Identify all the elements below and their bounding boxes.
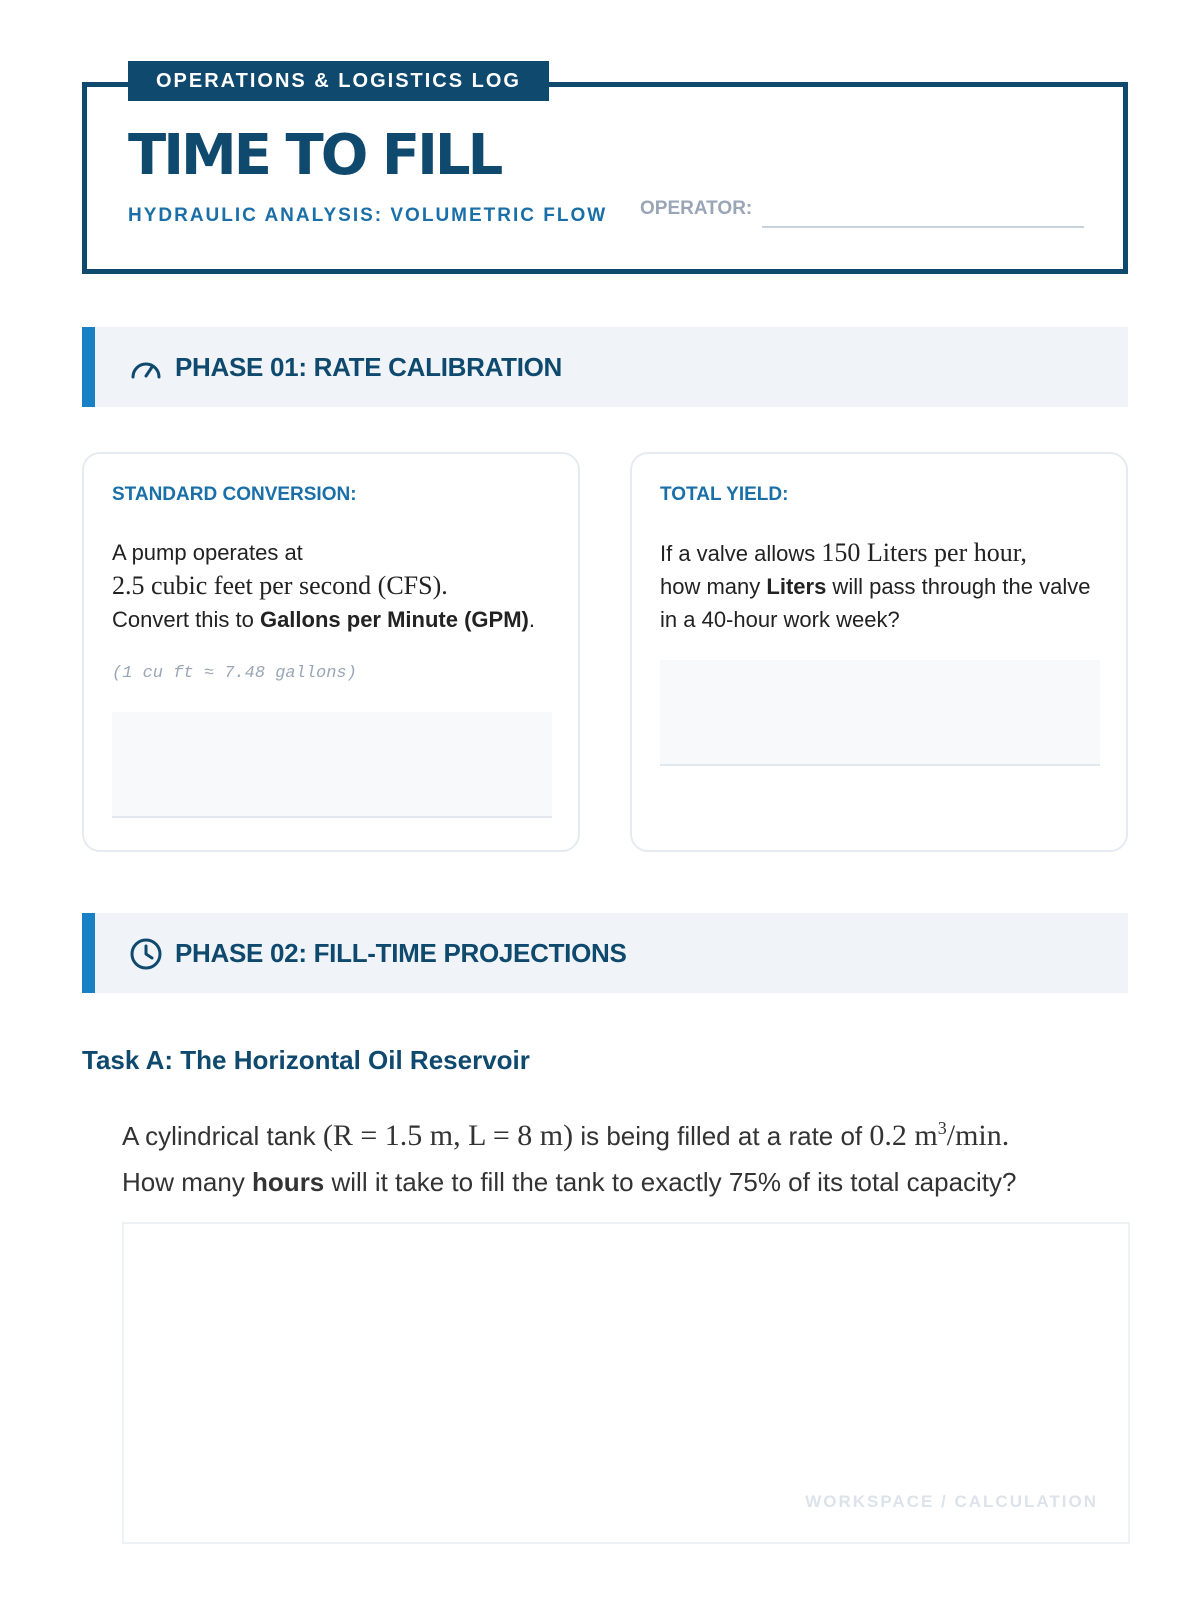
card-1-label: STANDARD CONVERSION: bbox=[112, 484, 357, 505]
card-2-text: If a valve allows bbox=[660, 541, 822, 566]
phase-1-title: PHASE 01: RATE CALIBRATION bbox=[175, 352, 563, 382]
workspace-label: WORKSPACE / CALCULATION bbox=[805, 1492, 1098, 1511]
card-2-body bbox=[660, 536, 1110, 636]
task-a-body bbox=[122, 1105, 1132, 1205]
card-2-label: TOTAL YIELD: bbox=[660, 484, 789, 505]
card-2-text: will pass through the valve in a 40-hour work week? bbox=[660, 574, 1091, 632]
task-a-text: A cylindrical tank bbox=[122, 1121, 323, 1151]
card-1-body bbox=[112, 536, 562, 636]
task-a-math: (R = 1.5 m, L = 8 m) bbox=[322, 1119, 574, 1152]
task-a-math-rate bbox=[869, 1119, 1009, 1152]
gauge-icon bbox=[129, 351, 163, 385]
task-a-text: is being filled at a rate of bbox=[573, 1121, 870, 1151]
card-2-text: how many bbox=[660, 574, 767, 599]
task-a-bold: hours bbox=[252, 1167, 325, 1197]
phase-2-header bbox=[82, 913, 1128, 993]
card-1-math: 2.5 cubic feet per second (CFS). bbox=[112, 571, 448, 600]
card-2-math: 150 Liters per hour, bbox=[821, 538, 1027, 567]
task-a-text: will it take to fill the tank to exactly 75% of its total capacity? bbox=[324, 1167, 1017, 1197]
phase-2-title: PHASE 02: FILL-TIME PROJECTIONS bbox=[175, 938, 627, 968]
card-2-bold: Liters bbox=[766, 574, 827, 599]
phase-1-header bbox=[82, 327, 1128, 407]
card-2-answer-box[interactable] bbox=[660, 660, 1100, 766]
conversion-hint: (1 cu ft ≈ 7.48 gallons) bbox=[112, 664, 357, 683]
task-a-rate-value: 0.2 m bbox=[869, 1119, 938, 1152]
card-1-answer-box[interactable] bbox=[112, 712, 552, 818]
card-total-yield bbox=[630, 452, 1128, 852]
header-tab: OPERATIONS & LOGISTICS LOG bbox=[128, 61, 549, 101]
operator-input-line[interactable] bbox=[762, 226, 1084, 228]
card-standard-conversion bbox=[82, 452, 580, 852]
operator-label: OPERATOR: bbox=[640, 198, 753, 219]
card-1-bold: Gallons per Minute (GPM) bbox=[259, 607, 529, 632]
task-a-text: How many bbox=[122, 1167, 253, 1197]
task-a-rate-exponent: 3 bbox=[937, 1118, 947, 1138]
task-a-rate-unit: /min. bbox=[946, 1119, 1010, 1152]
page-subtitle: HYDRAULIC ANALYSIS: VOLUMETRIC FLOW bbox=[128, 205, 608, 226]
task-a-workspace[interactable] bbox=[122, 1222, 1130, 1544]
card-1-text: . bbox=[528, 607, 535, 632]
card-1-text: A pump operates at bbox=[112, 540, 303, 565]
clock-icon bbox=[129, 937, 163, 971]
card-1-text: Convert this to bbox=[112, 607, 260, 632]
task-a-heading: Task A: The Horizontal Oil Reservoir bbox=[82, 1045, 530, 1075]
page-title: TIME TO FILL bbox=[128, 123, 501, 188]
